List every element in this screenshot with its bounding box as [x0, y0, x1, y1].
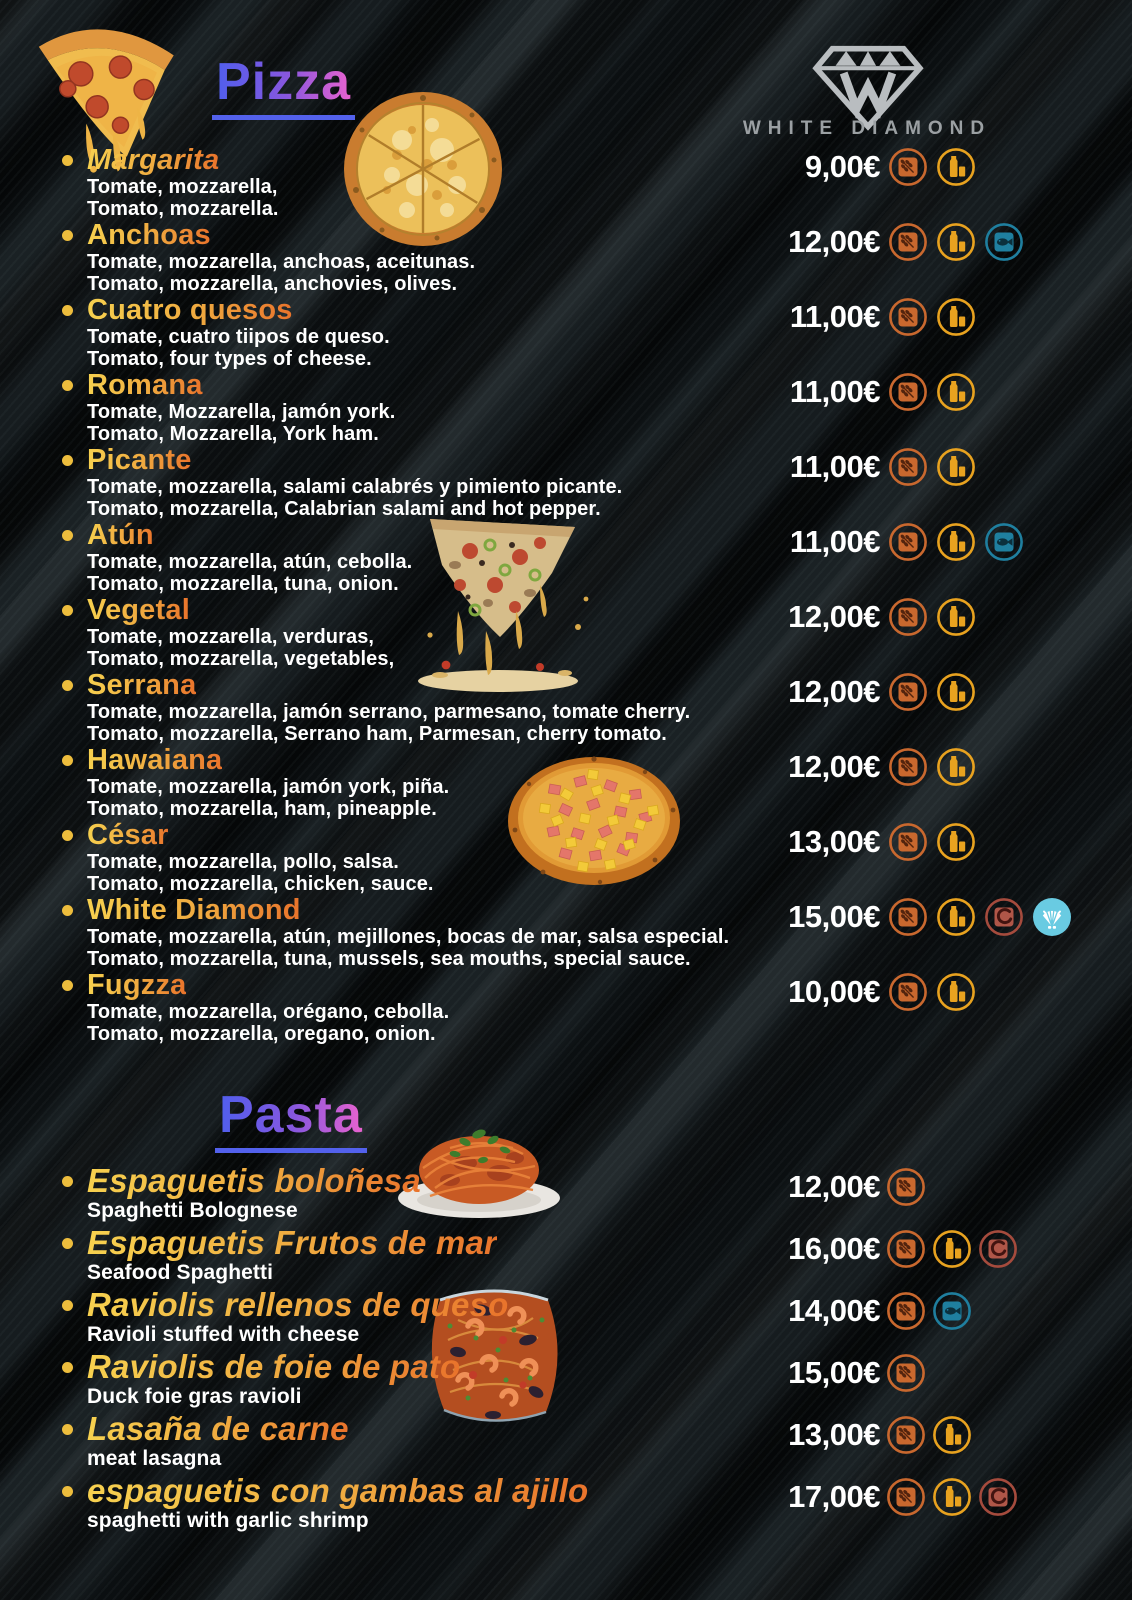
bullet-icon — [62, 1362, 73, 1373]
item-name: Cuatro quesos — [87, 294, 293, 326]
item-desc-es: Tomate, mozzarella, atún, mejillones, bocas de mar, salsa especial. — [87, 926, 730, 948]
item-price: 13,00€ — [788, 1417, 880, 1452]
item-desc-en: Tomato, four types of cheese. — [87, 348, 372, 370]
allergen-gluten-icon — [888, 522, 928, 562]
allergen-fish-icon — [932, 1291, 972, 1331]
allergen-gluten-icon — [886, 1353, 926, 1393]
item-price: 17,00€ — [788, 1479, 880, 1514]
allergen-gluten-icon — [888, 147, 928, 187]
item-name: Hawaiana — [87, 744, 223, 776]
allergen-gluten-icon — [888, 597, 928, 637]
item-desc-es: Ravioli stuffed with cheese — [87, 1323, 360, 1346]
bullet-icon — [62, 680, 73, 691]
item-price: 11,00€ — [789, 449, 880, 484]
bullet-icon — [62, 830, 73, 841]
allergen-gluten-icon — [888, 897, 928, 937]
menu-item-row — [60, 970, 1070, 1045]
bullet-icon — [62, 605, 73, 616]
menu-item-row — [60, 1163, 1070, 1223]
bullet-icon — [62, 755, 73, 766]
item-price: 12,00€ — [788, 749, 880, 784]
allergen-fish-icon — [984, 522, 1024, 562]
menu-item-row — [60, 670, 1070, 745]
item-desc-es: Tomate, mozzarella, anchoas, aceitunas. — [87, 251, 476, 273]
item-desc-es: Tomate, mozzarella, orégano, cebolla. — [87, 1001, 450, 1023]
allergen-dairy-icon — [936, 522, 976, 562]
item-price: 16,00€ — [788, 1231, 880, 1266]
item-desc-es: Duck foie gras ravioli — [87, 1385, 302, 1408]
allergen-crustacean-icon — [978, 1229, 1018, 1269]
item-desc-es: Tomate, mozzarella, jamón serrano, parmesano, tomate cherry. — [87, 701, 691, 723]
item-desc-es: Seafood Spaghetti — [87, 1261, 274, 1284]
item-desc-es: Tomate, Mozzarella, jamón york. — [87, 401, 396, 423]
item-desc-es: meat lasagna — [87, 1447, 222, 1470]
item-desc-es: Tomate, mozzarella, salami calabrés y pimiento picante. — [87, 476, 623, 498]
item-name: Espaguetis boloñesa — [87, 1162, 421, 1199]
item-price: 14,00€ — [788, 1293, 880, 1328]
bullet-icon — [62, 1238, 73, 1249]
bullet-icon — [62, 380, 73, 391]
allergen-dairy-icon — [932, 1229, 972, 1269]
pizza-section-title: Pizza — [212, 52, 355, 120]
item-price: 11,00€ — [789, 374, 880, 409]
item-desc-es: Tomate, mozzarella, — [87, 176, 278, 198]
menu-item-row — [60, 895, 1070, 970]
item-desc-es: Spaghetti Bolognese — [87, 1199, 298, 1222]
brand-name: WHITE DIAMOND — [742, 118, 992, 139]
menu-item-row — [60, 370, 1070, 445]
bullet-icon — [62, 1486, 73, 1497]
item-desc-en: Tomato, mozzarella, Calabrian salami and hot pepper. — [87, 498, 601, 520]
allergen-dairy-icon — [936, 147, 976, 187]
item-name: espaguetis con gambas al ajillo — [87, 1472, 589, 1509]
item-price: 13,00€ — [788, 824, 880, 859]
item-price: 11,00€ — [789, 524, 880, 559]
allergen-gluten-icon — [888, 297, 928, 337]
item-price: 10,00€ — [788, 974, 880, 1009]
menu-item-row — [60, 1225, 1070, 1285]
item-desc-en: Tomato, mozzarella, tuna, mussels, sea mouths, special sauce. — [87, 948, 691, 970]
allergen-dairy-icon — [936, 822, 976, 862]
menu-item-row — [60, 1411, 1070, 1471]
item-desc-en: Tomato, mozzarella, Serrano ham, Parmesan, cherry tomato. — [87, 723, 667, 745]
allergen-gluten-icon — [888, 672, 928, 712]
item-name: Margarita — [87, 144, 220, 176]
menu-item-row — [60, 1287, 1070, 1347]
pasta-item-list — [60, 1163, 1070, 1535]
bullet-icon — [62, 1300, 73, 1311]
item-desc-es: Tomate, mozzarella, pollo, salsa. — [87, 851, 399, 873]
menu-item-row — [60, 220, 1070, 295]
menu-item-row — [60, 745, 1070, 820]
menu-item-row — [60, 520, 1070, 595]
item-name: Fugzza — [87, 969, 187, 1001]
item-desc-en: Tomato, mozzarella, chicken, sauce. — [87, 873, 434, 895]
item-name: Serrana — [87, 669, 197, 701]
bullet-icon — [62, 230, 73, 241]
item-price: 12,00€ — [788, 224, 880, 259]
item-name: Espaguetis Frutos de mar — [87, 1224, 498, 1261]
allergen-dairy-icon — [932, 1477, 972, 1517]
allergen-gluten-icon — [888, 372, 928, 412]
bullet-icon — [62, 980, 73, 991]
item-desc-en: Tomato, Mozzarella, York ham. — [87, 423, 379, 445]
item-desc-en: Tomato, mozzarella, ham, pineapple. — [87, 798, 437, 820]
allergen-dairy-icon — [936, 747, 976, 787]
allergen-gluten-icon — [886, 1291, 926, 1331]
bullet-icon — [62, 1424, 73, 1435]
item-name: Raviolis de foie de pato — [87, 1348, 461, 1385]
allergen-gluten-icon — [886, 1477, 926, 1517]
item-desc-en: Tomato, mozzarella, oregano, onion. — [87, 1023, 436, 1045]
item-desc-es: Tomate, mozzarella, atún, cebolla. — [87, 551, 413, 573]
menu-item-row — [60, 445, 1070, 520]
item-name: Raviolis rellenos de queso — [87, 1286, 509, 1323]
allergen-gluten-icon — [886, 1167, 926, 1207]
item-name: Atún — [87, 519, 154, 551]
item-name: Picante — [87, 444, 192, 476]
item-desc-en: Tomato, mozzarella, anchovies, olives. — [87, 273, 458, 295]
menu-item-row — [60, 1349, 1070, 1409]
allergen-dairy-icon — [936, 972, 976, 1012]
pasta-section-title: Pasta — [215, 1085, 367, 1153]
item-price: 12,00€ — [788, 599, 880, 634]
menu-item-row — [60, 1473, 1070, 1533]
menu-item-row — [60, 295, 1070, 370]
item-desc-en: Tomato, mozzarella, tuna, onion. — [87, 573, 399, 595]
item-price: 12,00€ — [788, 1169, 880, 1204]
allergen-gluten-icon — [888, 972, 928, 1012]
allergen-dairy-icon — [932, 1415, 972, 1455]
item-desc-es: Tomate, mozzarella, verduras, — [87, 626, 375, 648]
item-desc-en: Tomato, mozzarella, vegetables, — [87, 648, 395, 670]
allergen-gluten-icon — [886, 1229, 926, 1269]
allergen-dairy-icon — [936, 222, 976, 262]
menu-item-row — [60, 145, 1070, 220]
allergen-dairy-icon — [936, 297, 976, 337]
menu-item-row — [60, 820, 1070, 895]
allergen-mollusc-icon — [1032, 897, 1072, 937]
item-name: White Diamond — [87, 894, 301, 926]
allergen-crustacean-icon — [984, 897, 1024, 937]
allergen-gluten-icon — [888, 447, 928, 487]
allergen-gluten-icon — [886, 1415, 926, 1455]
item-desc-es: Tomate, cuatro tiipos de queso. — [87, 326, 390, 348]
item-name: Vegetal — [87, 594, 190, 626]
item-name: Anchoas — [87, 219, 211, 251]
item-price: 15,00€ — [788, 899, 880, 934]
allergen-gluten-icon — [888, 222, 928, 262]
item-desc-en: Tomato, mozzarella. — [87, 198, 279, 220]
bullet-icon — [62, 530, 73, 541]
menu-item-row — [60, 595, 1070, 670]
allergen-dairy-icon — [936, 897, 976, 937]
pizza-item-list — [60, 145, 1070, 1045]
item-price: 15,00€ — [788, 1355, 880, 1390]
allergen-dairy-icon — [936, 372, 976, 412]
bullet-icon — [62, 155, 73, 166]
item-name: César — [87, 819, 169, 851]
allergen-gluten-icon — [888, 822, 928, 862]
bullet-icon — [62, 1176, 73, 1187]
allergen-dairy-icon — [936, 597, 976, 637]
item-desc-es: spaghetti with garlic shrimp — [87, 1509, 369, 1532]
allergen-dairy-icon — [936, 672, 976, 712]
item-price: 12,00€ — [788, 674, 880, 709]
item-price: 9,00€ — [804, 149, 880, 184]
allergen-gluten-icon — [888, 747, 928, 787]
item-desc-es: Tomate, mozzarella, jamón york, piña. — [87, 776, 450, 798]
item-name: Romana — [87, 369, 203, 401]
allergen-fish-icon — [984, 222, 1024, 262]
bullet-icon — [62, 305, 73, 316]
item-name: Lasaña de carne — [87, 1410, 349, 1447]
bullet-icon — [62, 455, 73, 466]
allergen-dairy-icon — [936, 447, 976, 487]
item-price: 11,00€ — [789, 299, 880, 334]
allergen-crustacean-icon — [978, 1477, 1018, 1517]
bullet-icon — [62, 905, 73, 916]
